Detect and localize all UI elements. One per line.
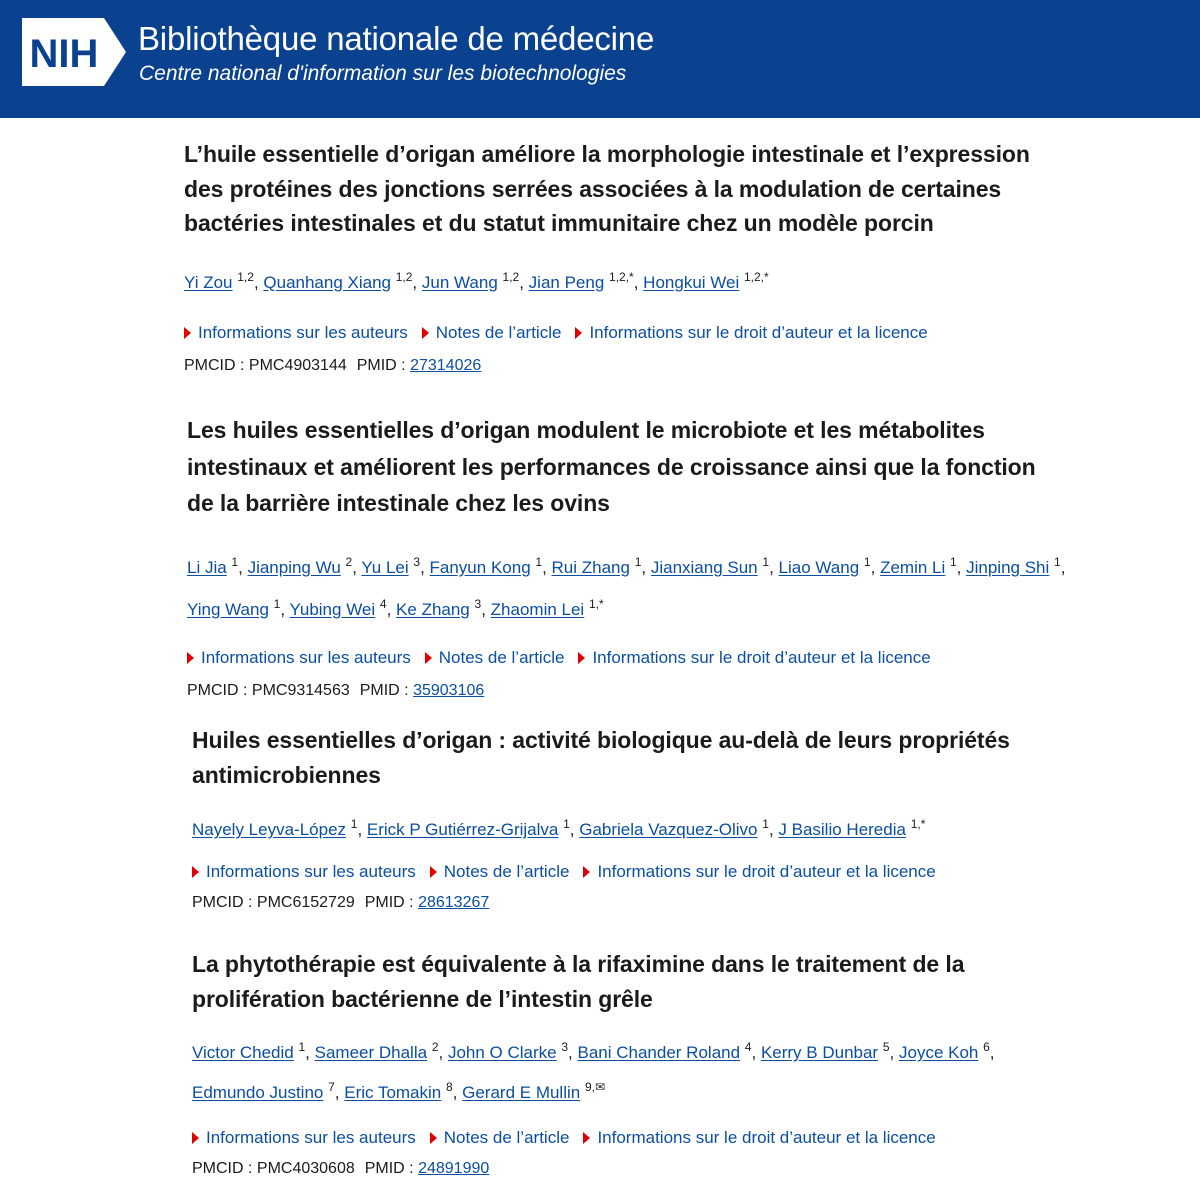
affiliation-superscript: 1,2,* — [609, 269, 634, 284]
article-notes-link[interactable]: Notes de l’article — [422, 323, 562, 343]
affiliation-superscript: 3 — [561, 1040, 569, 1054]
author-link[interactable]: Sameer Dhalla — [314, 1043, 428, 1062]
author-link[interactable]: Gerard E Mullin — [462, 1083, 581, 1102]
pmcid-label: PMCID : — [192, 1160, 257, 1177]
affiliation-superscript: 1 — [762, 554, 770, 569]
pmid-label: PMID : — [364, 894, 419, 911]
authors-info-link[interactable]: Informations sur les auteurs — [192, 1128, 416, 1148]
affiliation-superscript: 2 — [345, 554, 353, 569]
author-list — [187, 544, 1067, 628]
author-separator: , — [519, 272, 529, 292]
site-banner — [0, 0, 1200, 118]
affiliation-superscript: 1 — [634, 554, 642, 569]
author-link[interactable]: Yi Zou — [184, 272, 233, 292]
pmid-label: PMID : — [364, 1160, 419, 1177]
affiliation-superscript: 1 — [298, 1040, 306, 1054]
author-separator: , — [751, 1043, 761, 1062]
author-link[interactable]: Quanhang Xiang — [263, 272, 391, 292]
affiliation-superscript: 1 — [863, 554, 871, 569]
pmid-label: PMID : — [359, 681, 414, 699]
author-separator: , — [412, 272, 422, 292]
article-ids — [192, 894, 1052, 912]
article-notes-link[interactable]: Notes de l’article — [425, 648, 565, 668]
author-link[interactable]: Rui Zhang — [551, 557, 630, 577]
article-notes-link[interactable]: Notes de l’article — [430, 862, 570, 882]
pmid-label: PMID : — [356, 356, 411, 374]
author-separator: , — [238, 557, 248, 577]
author-separator: , — [989, 1043, 995, 1062]
affiliation-superscript: 1,2 — [237, 269, 254, 284]
author-separator: , — [568, 1043, 578, 1062]
affiliation-superscript: 4 — [379, 596, 387, 611]
author-list — [192, 806, 1052, 848]
article-info-links — [192, 862, 1052, 882]
expand-arrow-icon — [187, 652, 194, 664]
affiliation-superscript: 5 — [882, 1040, 890, 1054]
author-link[interactable]: Eric Tomakin — [344, 1083, 442, 1102]
author-link[interactable]: Jinping Shi — [966, 557, 1050, 577]
affiliation-superscript: 1,2 — [502, 269, 520, 284]
author-separator: , — [542, 557, 552, 577]
author-link[interactable]: Edmundo Justino — [192, 1083, 324, 1102]
author-link[interactable]: J Basilio Heredia — [778, 820, 906, 839]
author-link[interactable]: Jianxiang Sun — [650, 557, 758, 577]
nih-logo[interactable] — [18, 14, 130, 90]
expand-arrow-icon — [430, 1132, 437, 1144]
affiliation-superscript: 1 — [949, 554, 957, 569]
author-link[interactable]: Fanyun Kong — [429, 557, 531, 577]
expand-arrow-icon — [192, 866, 199, 878]
author-link[interactable]: Bani Chander Roland — [577, 1043, 741, 1062]
pmcid-value: PMC6152729 — [256, 894, 355, 911]
author-link[interactable]: Zhaomin Lei — [490, 599, 585, 619]
author-separator: , — [420, 557, 430, 577]
expand-arrow-icon — [422, 327, 429, 339]
affiliation-superscript: 1,* — [588, 596, 604, 611]
affiliation-superscript: 1 — [1054, 554, 1061, 569]
affiliation-superscript: 1,2 — [395, 269, 413, 284]
author-link[interactable]: Jian Peng — [528, 272, 605, 292]
authors-info-link[interactable]: Informations sur les auteurs — [187, 648, 411, 668]
author-separator: , — [334, 1083, 345, 1102]
pmid-link[interactable]: 35903106 — [413, 681, 485, 699]
pmcid-label: PMCID : — [187, 681, 252, 699]
pmcid-label: PMCID : — [192, 894, 257, 911]
site-title[interactable]: Bibliothèque nationale de médecine — [138, 20, 655, 57]
article-ids — [184, 357, 1064, 375]
pmcid-value: PMC9314563 — [251, 681, 350, 699]
article-notes-link[interactable]: Notes de l’article — [430, 1128, 570, 1148]
author-separator: , — [357, 820, 367, 839]
author-separator: , — [889, 1043, 899, 1062]
author-separator: , — [452, 1083, 463, 1102]
site-subtitle: Centre national d'information sur les biotechnologies — [139, 62, 627, 85]
author-link[interactable]: Nayely Leyva-López — [192, 820, 347, 839]
affiliation-superscript: 2 — [431, 1040, 439, 1054]
author-link[interactable]: Yu Lei — [361, 557, 409, 577]
author-separator: , — [481, 599, 491, 619]
authors-info-link[interactable]: Informations sur les auteurs — [184, 323, 408, 343]
affiliation-superscript: 1 — [231, 554, 239, 569]
author-separator: , — [569, 820, 580, 839]
article-3 — [192, 723, 1052, 912]
author-separator: , — [352, 557, 362, 577]
article-info-links — [184, 323, 1064, 343]
expand-arrow-icon — [192, 1132, 199, 1144]
author-separator: , — [633, 272, 644, 292]
affiliation-superscript: 7 — [328, 1080, 335, 1094]
expand-arrow-icon — [575, 327, 582, 339]
author-link[interactable]: Victor Chedid — [192, 1043, 294, 1062]
author-link[interactable]: Joyce Koh — [898, 1043, 979, 1062]
author-separator: , — [641, 557, 651, 577]
article-ids — [192, 1160, 1022, 1178]
author-link[interactable]: Li Jia — [187, 557, 227, 577]
author-list — [192, 1030, 1022, 1110]
author-link[interactable]: Ke Zhang — [396, 599, 470, 619]
affiliation-superscript: 4 — [744, 1040, 752, 1054]
article-title[interactable]: Les huiles essentielles d’origan modulent le microbiote et les métabolites intestinaux et améliorent les performances de croissance ainsi que la fonction de la barrière intestinale chez les ovins — [187, 417, 1036, 516]
pmid-link[interactable]: 27314026 — [410, 356, 482, 374]
article-1 — [184, 137, 1064, 375]
article-ids — [187, 682, 1067, 700]
author-separator: , — [769, 557, 779, 577]
article-title[interactable]: La phytothérapie est équivalente à la rifaximine dans le traitement de la prolifération bactérienne de l’intestin grêle — [192, 951, 965, 1012]
author-separator: , — [386, 599, 397, 619]
nih-logo-text: NIH — [29, 32, 99, 76]
author-separator: , — [870, 557, 881, 577]
author-link[interactable]: Gabriela Vazquez-Olivo — [579, 820, 758, 839]
expand-arrow-icon — [184, 327, 191, 339]
pmid-link[interactable]: 28613267 — [418, 894, 490, 911]
author-separator: , — [438, 1043, 448, 1062]
author-list — [184, 259, 1064, 301]
copyright-info-link[interactable]: Informations sur le droit d’auteur et la licence — [578, 648, 930, 668]
author-link[interactable]: Hongkui Wei — [643, 272, 740, 292]
author-separator: , — [956, 557, 967, 577]
article-title[interactable]: Huiles essentielles d’origan : activité biologique au-delà de leurs propriétés antimicrobiennes — [192, 727, 1010, 788]
author-link[interactable]: Jun Wang — [421, 272, 498, 292]
authors-info-link[interactable]: Informations sur les auteurs — [192, 862, 416, 882]
author-link[interactable]: Kerry B Dunbar — [760, 1043, 879, 1062]
copyright-info-link[interactable]: Informations sur le droit d’auteur et la licence — [583, 862, 935, 882]
author-separator: , — [305, 1043, 315, 1062]
author-link[interactable]: John O Clarke — [447, 1043, 557, 1062]
affiliation-superscript: 1 — [563, 817, 570, 831]
expand-arrow-icon — [430, 866, 437, 878]
expand-arrow-icon — [583, 1132, 590, 1144]
affiliation-superscript: 1 — [535, 554, 543, 569]
article-2 — [187, 412, 1067, 700]
affiliation-superscript: 1 — [762, 817, 769, 831]
author-link[interactable]: Erick P Gutiérrez-Grijalva — [366, 820, 559, 839]
copyright-info-link[interactable]: Informations sur le droit d’auteur et la licence — [575, 323, 927, 343]
affiliation-superscript: 1 — [350, 817, 358, 831]
affiliation-superscript: 9,✉ — [584, 1080, 606, 1094]
affiliation-superscript: 1,2,* — [743, 269, 769, 284]
article-title[interactable]: L’huile essentielle d’origan améliore la morphologie intestinale et l’expression des protéines des jonctions serrées associées à la modulation de certaines bactéries intestinales et du statut immunitaire chez un modèle porcin — [184, 141, 1030, 236]
author-link[interactable]: Liao Wang — [778, 557, 860, 577]
affiliation-superscript: 3 — [413, 554, 421, 569]
expand-arrow-icon — [425, 652, 432, 664]
pmcid-label: PMCID : — [184, 356, 249, 374]
author-separator: , — [1060, 557, 1066, 577]
author-separator: , — [280, 599, 290, 619]
author-link[interactable]: Ying Wang — [187, 599, 269, 619]
article-info-links — [187, 648, 1067, 668]
affiliation-superscript: 6 — [983, 1040, 990, 1054]
expand-arrow-icon — [583, 866, 590, 878]
pmcid-value: PMC4030608 — [256, 1160, 355, 1177]
article-info-links — [192, 1128, 1022, 1148]
affiliation-superscript: 1 — [273, 596, 281, 611]
pmcid-value: PMC4903144 — [248, 356, 347, 374]
expand-arrow-icon — [578, 652, 585, 664]
author-separator: , — [253, 272, 264, 292]
article-4 — [192, 947, 1022, 1178]
author-separator: , — [768, 820, 779, 839]
author-link[interactable]: Jianping Wu — [247, 557, 341, 577]
affiliation-superscript: 1,* — [910, 817, 926, 831]
copyright-info-link[interactable]: Informations sur le droit d’auteur et la licence — [583, 1128, 935, 1148]
pmid-link[interactable]: 24891990 — [418, 1160, 490, 1177]
author-link[interactable]: Zemin Li — [880, 557, 946, 577]
affiliation-superscript: 8 — [445, 1080, 453, 1094]
affiliation-superscript: 3 — [474, 596, 482, 611]
author-link[interactable]: Yubing Wei — [289, 599, 376, 619]
